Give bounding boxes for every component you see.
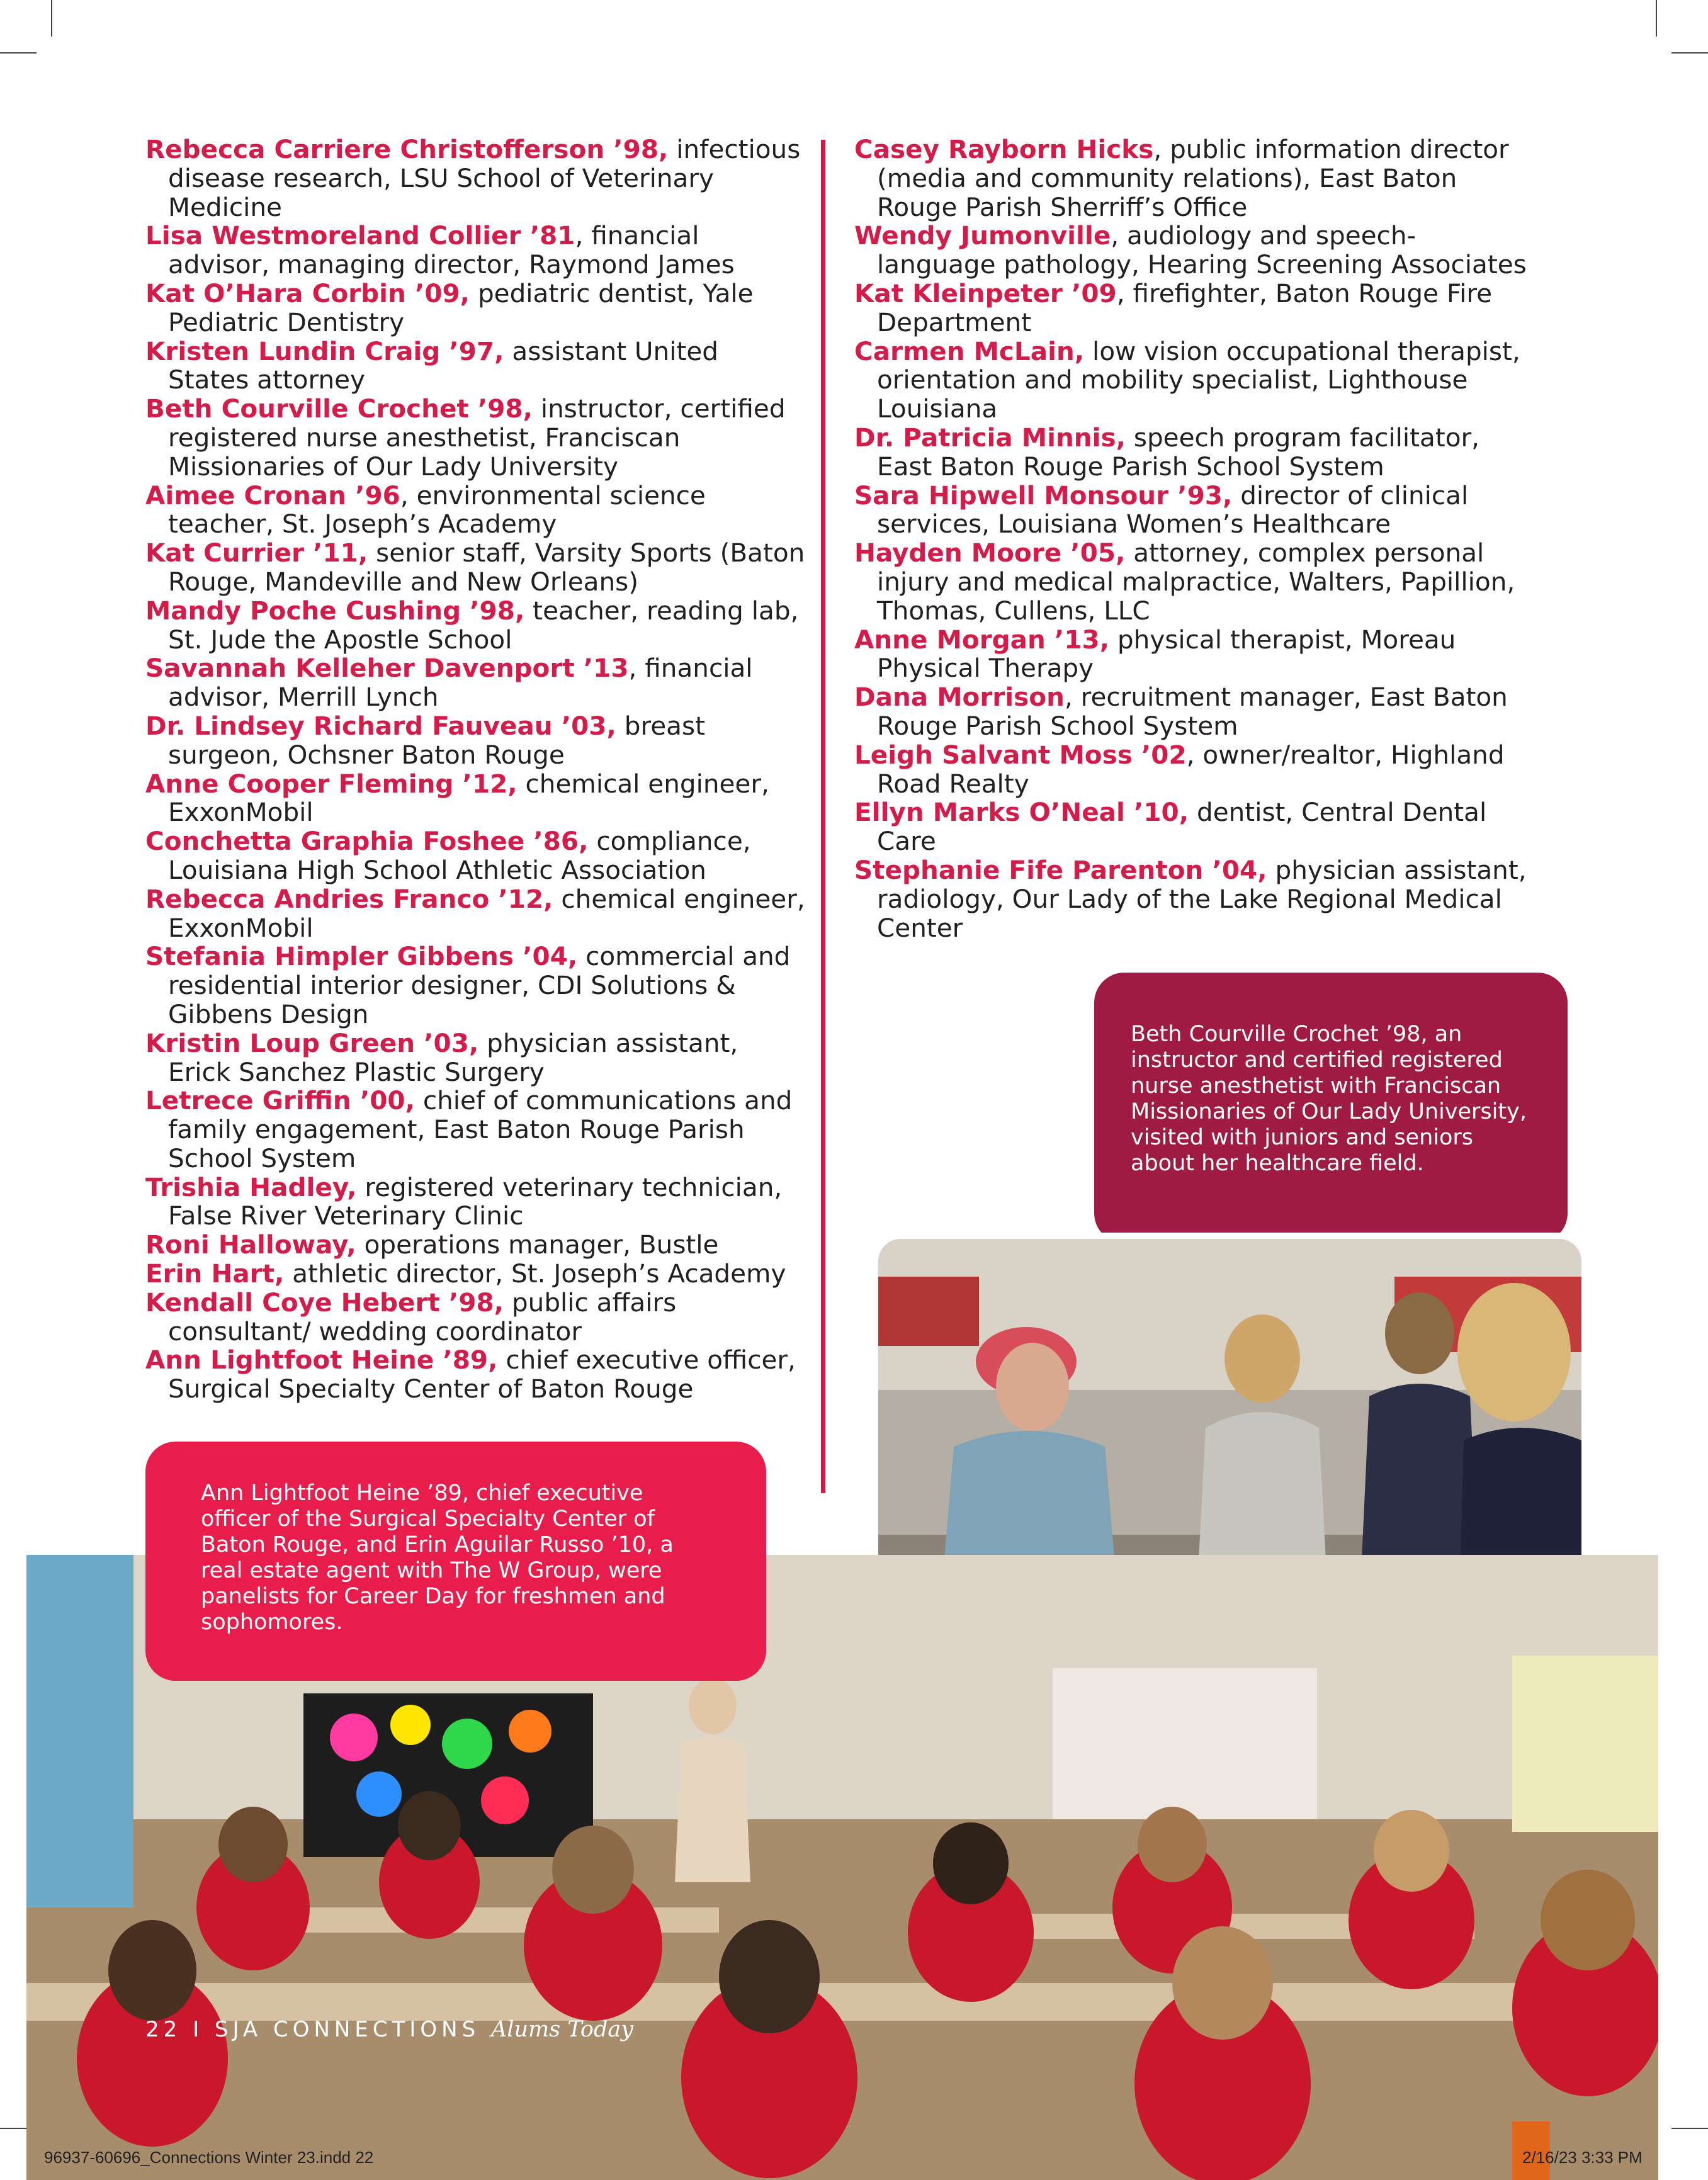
alum-detail: chief executive officer, Surgical Specialty Center of Baton Rouge xyxy=(168,1345,796,1404)
alum-entry xyxy=(854,482,1534,539)
alum-entry xyxy=(854,741,1534,799)
alum-entry xyxy=(854,683,1534,741)
alum-name: Stephanie Fife Parenton ’04, xyxy=(854,854,1267,885)
alum-name: Beth Courville Crochet ’98, xyxy=(145,393,533,424)
alum-name: Ann Lightfoot Heine ’89, xyxy=(145,1345,498,1375)
alum-detail: physician assistant, radiology, Our Lady of the Lake Regional Medical Center xyxy=(877,854,1527,943)
alum-entry xyxy=(145,395,806,481)
alumnae-list-left xyxy=(145,135,806,1404)
alum-name: Conchetta Graphia Foshee ’86, xyxy=(145,826,589,857)
alum-name: Rebecca Andries Franco ’12, xyxy=(145,883,553,914)
alum-name: Anne Morgan ’13, xyxy=(854,624,1110,655)
alum-entry xyxy=(145,1173,806,1231)
alum-detail: physical therapist, Moreau Physical Therapy xyxy=(877,624,1456,684)
alum-detail: director of clinical services, Louisiana Women’s Healthcare xyxy=(877,480,1469,539)
alum-name: Trishia Hadley, xyxy=(145,1172,357,1202)
alum-name: Kristin Loup Green ’03, xyxy=(145,1027,479,1058)
print-slug-file: 96937-60696_Connections Winter 23.indd 22 xyxy=(44,2148,374,2167)
alum-detail: physician assistant, Erick Sanchez Plastic Surgery xyxy=(168,1027,738,1087)
crop-mark xyxy=(0,52,37,54)
alum-detail: infectious disease research, LSU School of Veterinary Medicine xyxy=(168,134,801,222)
alum-detail: , owner/realtor, Highland Road Realty xyxy=(877,739,1505,799)
alum-name: Erin Hart, xyxy=(145,1258,285,1289)
alum-entry xyxy=(145,1346,806,1404)
alum-detail: , financial advisor, Merrill Lynch xyxy=(168,653,753,713)
alum-detail: public affairs consultant/ wedding coordinator xyxy=(168,1287,677,1347)
alum-detail: , public information director (media and community relations), East Baton Rouge Parish Sherriff’s Office xyxy=(877,134,1509,222)
alum-detail: speech program facilitator, East Baton Rouge Parish School System xyxy=(877,422,1480,482)
alum-detail: senior staff, Varsity Sports (Baton Rouge, Mandeville and New Orleans) xyxy=(168,538,805,597)
alum-detail: low vision occupational therapist, orientation and mobility specialist, Lighthouse Louisiana xyxy=(877,336,1520,424)
section-name: Alums Today xyxy=(490,2017,634,2042)
alum-name: Kendall Coye Hebert ’98, xyxy=(145,1287,504,1318)
alum-detail: chief of communications and family engagement, East Baton Rouge Parish School System xyxy=(168,1085,793,1173)
alum-entry xyxy=(145,539,806,597)
alum-entry xyxy=(145,942,806,1029)
alum-entry xyxy=(145,135,806,222)
alum-detail: chemical engineer, ExxonMobil xyxy=(168,768,769,828)
alum-entry xyxy=(145,1087,806,1173)
alum-name: Kat Currier ’11, xyxy=(145,538,368,568)
alum-name: Lisa Westmoreland Collier ’81 xyxy=(145,220,575,251)
alum-entry xyxy=(145,1029,806,1087)
alum-entry xyxy=(145,827,806,885)
crop-mark xyxy=(51,0,52,37)
alum-detail: commercial and residential interior designer, CDI Solutions & Gibbens Design xyxy=(168,941,791,1029)
alum-detail: , environmental science teacher, St. Joseph’s Academy xyxy=(168,480,706,539)
alum-detail: athletic director, St. Joseph’s Academy xyxy=(284,1258,786,1289)
photo-caption-ann xyxy=(145,1442,766,1681)
alum-name: Dr. Lindsey Richard Fauveau ’03, xyxy=(145,710,616,741)
alum-detail: chemical engineer, ExxonMobil xyxy=(168,883,805,943)
alum-name: Rebecca Carriere Christofferson ’98, xyxy=(145,134,669,164)
alum-entry xyxy=(854,798,1534,856)
alum-entry xyxy=(145,885,806,943)
alum-entry xyxy=(145,597,806,655)
alum-name: Leigh Salvant Moss ’02 xyxy=(854,739,1187,770)
publication-name: SJA CONNECTIONS xyxy=(214,2017,480,2042)
alum-entry xyxy=(145,482,806,539)
alum-entry xyxy=(145,280,806,337)
alumnae-list-right xyxy=(854,135,1534,942)
page-folio xyxy=(145,2017,633,2042)
alum-detail: , firefighter, Baton Rouge Fire Department xyxy=(877,278,1493,337)
caption-text: Beth Courville Crochet ’98, an instructor and certified registered nurse anesthetist with Franciscan Missionaries of Our Lady University, visited with juniors and seniors about her healthcare field. xyxy=(1131,1022,1527,1176)
alum-name: Dr. Patricia Minnis, xyxy=(854,422,1126,453)
alum-name: Ellyn Marks O’Neal ’10, xyxy=(854,797,1189,828)
alum-entry xyxy=(854,856,1534,942)
alum-name: Roni Halloway, xyxy=(145,1229,356,1260)
alum-detail: dentist, Central Dental Care xyxy=(877,797,1487,857)
alum-name: Anne Cooper Fleming ’12, xyxy=(145,768,517,799)
alum-name: Dana Morrison xyxy=(854,682,1065,713)
alum-entry xyxy=(854,424,1534,482)
folio-separator: I xyxy=(193,2017,204,2042)
alum-entry xyxy=(854,222,1534,280)
alum-detail: , financial advisor, managing director, Raymond James xyxy=(168,220,735,280)
page-number: 22 xyxy=(145,2017,182,2042)
alum-entry xyxy=(145,222,806,280)
alum-entry xyxy=(854,280,1534,337)
alum-entry xyxy=(145,654,806,712)
alum-name: Hayden Moore ’05, xyxy=(854,538,1126,568)
alum-name: Kristen Lundin Craig ’97, xyxy=(145,336,504,366)
alum-entry xyxy=(145,1289,806,1347)
crop-mark xyxy=(1671,52,1708,54)
alum-entry xyxy=(145,1231,806,1260)
caption-text: Ann Lightfoot Heine ’89, chief executive officer of the Surgical Specialty Center of Baton Rouge, and Erin Aguilar Russo ’10, a real estate agent with The W Group, were panelists for Career Day for freshmen and sophomores. xyxy=(201,1481,674,1635)
alum-name: Kat O’Hara Corbin ’09, xyxy=(145,278,470,308)
alum-name: Letrece Griffin ’00, xyxy=(145,1085,415,1116)
alum-detail: teacher, reading lab, St. Jude the Apostle School xyxy=(168,595,799,655)
alum-entry xyxy=(854,337,1534,424)
alum-name: Savannah Kelleher Davenport ’13 xyxy=(145,653,629,684)
alum-detail: compliance, Louisiana High School Athletic Association xyxy=(168,826,751,885)
column-divider xyxy=(821,140,825,1493)
alum-detail: registered veterinary technician, False River Veterinary Clinic xyxy=(168,1172,783,1231)
alum-name: Mandy Poche Cushing ’98, xyxy=(145,595,525,626)
alum-entry xyxy=(145,337,806,395)
alum-detail: assistant United States attorney xyxy=(168,336,718,395)
alum-entry xyxy=(854,539,1534,625)
alum-detail: , recruitment manager, East Baton Rouge Parish School System xyxy=(877,682,1508,741)
alum-entry xyxy=(854,626,1534,684)
alum-name: Casey Rayborn Hicks xyxy=(854,134,1154,164)
alum-name: Aimee Cronan ’96 xyxy=(145,480,400,511)
alum-entry xyxy=(145,1260,806,1289)
alum-detail: , audiology and speech-language pathology, Hearing Screening Associates xyxy=(877,220,1527,280)
alum-name: Wendy Jumonville xyxy=(854,220,1111,251)
alum-name: Kat Kleinpeter ’09 xyxy=(854,278,1117,308)
crop-mark xyxy=(1671,2128,1708,2129)
alum-detail: instructor, certified registered nurse anesthetist, Franciscan Missionaries of Our Lady University xyxy=(168,393,786,482)
alum-detail: breast surgeon, Ochsner Baton Rouge xyxy=(168,710,705,770)
crop-mark xyxy=(1656,0,1657,37)
alum-detail: attorney, complex personal injury and medical malpractice, Walters, Papillion, Thomas, Cullens, LLC xyxy=(877,538,1515,626)
alum-detail: operations manager, Bustle xyxy=(356,1229,719,1260)
photo-caption-beth xyxy=(1094,973,1568,1243)
alum-entry xyxy=(854,135,1534,222)
alum-entry xyxy=(145,770,806,828)
print-slug-timestamp: 2/16/23 3:33 PM xyxy=(1522,2148,1643,2167)
alum-name: Stefania Himpler Gibbens ’04, xyxy=(145,941,578,972)
alum-name: Carmen McLain, xyxy=(854,336,1085,366)
alum-entry xyxy=(145,712,806,770)
alum-detail: pediatric dentist, Yale Pediatric Dentistry xyxy=(168,278,754,337)
alum-name: Sara Hipwell Monsour ’93, xyxy=(854,480,1233,511)
